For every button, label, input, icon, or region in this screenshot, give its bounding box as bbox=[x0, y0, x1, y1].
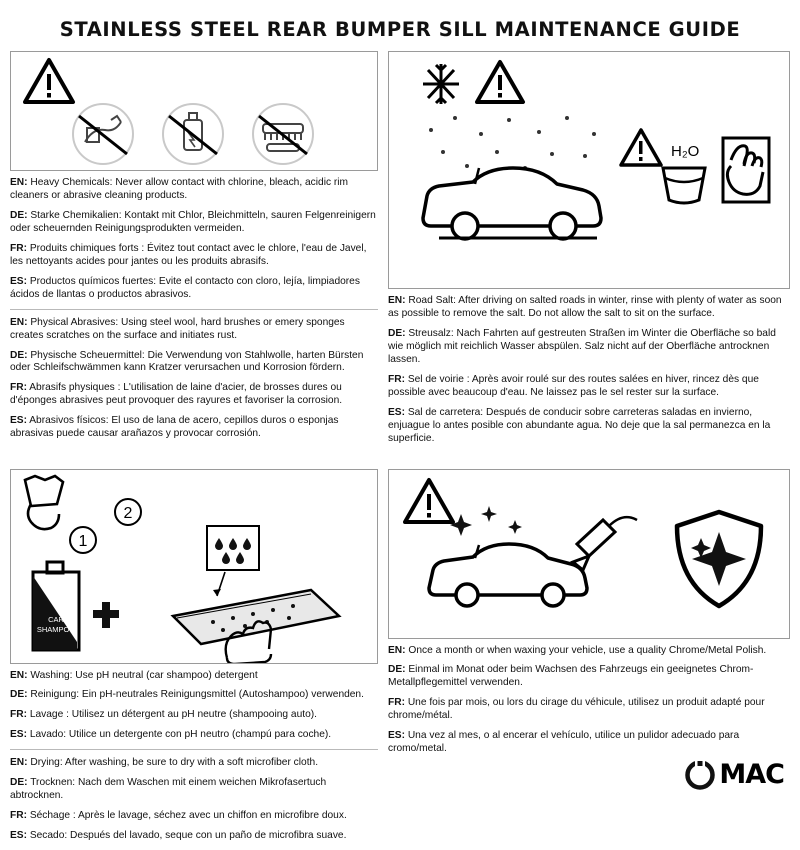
lang-label: DE: bbox=[10, 689, 28, 701]
washing-entry-es bbox=[10, 729, 378, 742]
salt-entry-es bbox=[388, 407, 790, 446]
road-salt-text bbox=[388, 295, 790, 446]
polish-entry-de bbox=[388, 664, 790, 690]
salt-entry-de bbox=[388, 328, 790, 367]
washing-text bbox=[10, 670, 378, 743]
lang-label: DE: bbox=[388, 327, 406, 339]
entry-body: Washing: Use pH neutral (car shampoo) detergent bbox=[30, 669, 258, 681]
lang-label: ES: bbox=[10, 275, 27, 287]
entry-body: Productos químicos fuertes: Evite el contacto con cloro, lejía, limpiadores ácidos de llantas o productos abrasivos. bbox=[10, 275, 360, 300]
lang-label: FR: bbox=[10, 382, 27, 394]
entry-body: Once a month or when waxing your vehicle, use a quality Chrome/Metal Polish. bbox=[408, 644, 767, 656]
abrasives-text bbox=[10, 317, 378, 442]
entry-body: Trocknen: Nach dem Waschen mit einem weichen Mikrofasertuch abtrocknen. bbox=[10, 777, 327, 802]
lang-label: ES: bbox=[10, 729, 27, 741]
lang-label: ES: bbox=[10, 415, 27, 427]
lang-label: FR: bbox=[388, 373, 405, 385]
lang-label: ES: bbox=[10, 830, 27, 842]
road-salt-graphic bbox=[389, 52, 789, 288]
entry-body: Starke Chemikalien: Kontakt mit Chlor, Bleichmitteln, sauren Felgenreinigern oder scheuernden Reinigungsprodukten vermeiden. bbox=[10, 209, 376, 234]
salt-entry-en bbox=[388, 295, 790, 321]
entry-body: Une fois par mois, ou lors du cirage du véhicule, utilisez un produit adapté pour chrome/métal. bbox=[388, 697, 765, 722]
car-polish-icon bbox=[429, 544, 587, 606]
lang-label: DE: bbox=[10, 777, 28, 789]
warning-triangle-icon bbox=[477, 62, 523, 102]
lang-label: DE: bbox=[388, 664, 406, 676]
drying-entry-de bbox=[10, 777, 378, 803]
chemicals-entry-es bbox=[10, 276, 378, 302]
chemicals-entry-fr bbox=[10, 243, 378, 269]
abrasives-entry-es bbox=[10, 415, 378, 441]
omac-logo-text: MAC bbox=[719, 759, 784, 790]
divider bbox=[10, 309, 378, 310]
lang-label: FR: bbox=[388, 697, 405, 709]
washing-entry-en bbox=[10, 670, 378, 683]
washing-entry-de bbox=[10, 689, 378, 702]
drying-entry-es bbox=[10, 830, 378, 843]
lang-label: FR: bbox=[10, 810, 27, 822]
washing-column bbox=[10, 469, 378, 850]
entry-body: Physical Abrasives: Using steel wool, hard brushes or emery sponges creates scratches on the surface and initiates rust. bbox=[10, 316, 345, 341]
entry-body: Einmal im Monat oder beim Wachsen des Fahrzeugs ein geeignetes Chrom-Metallpflegemittel verwenden. bbox=[388, 664, 754, 689]
no-abrasive-brush-icon bbox=[253, 104, 313, 164]
drying-text bbox=[10, 757, 378, 843]
step-2-label: 2 bbox=[123, 504, 133, 522]
entry-body: Una vez al mes, o al encerar el vehículo, utilice un pulidor adecuado para cromo/metal. bbox=[388, 730, 740, 755]
road-salt-illustration bbox=[388, 51, 790, 289]
entry-body: Produits chimiques forts : Évitez tout contact avec le chlore, l'eau de Javel, les nettoyants acides pour jantes ou les produits abrasifs. bbox=[10, 242, 367, 267]
sparkle-icons bbox=[450, 506, 522, 536]
hand-cloth-icon bbox=[25, 476, 63, 529]
shield-shine-icon bbox=[677, 512, 761, 606]
entry-body: Sel de voirie : Après avoir roulé sur des routes salées en hiver, rincez dès que possible avec beaucoup d'eau. Ne laissez pas le sel rester sur la surface. bbox=[388, 373, 759, 398]
bottle-label-line2: SHAMPOO bbox=[36, 624, 76, 634]
entry-body: Streusalz: Nach Fahrten auf gestreuten Straßen im Winter die Oberfläche so bald wie möglich mit reichlich Wasser abspülen. Salz nicht auf der Oberfläche antrocknen lassen. bbox=[388, 327, 776, 365]
polish-column bbox=[388, 469, 790, 850]
lang-label: EN: bbox=[10, 316, 28, 328]
salt-entry-fr bbox=[388, 374, 790, 400]
washing-illustration bbox=[10, 469, 378, 664]
bumper-sill-icon bbox=[173, 590, 339, 644]
chemicals-text bbox=[10, 177, 378, 302]
no-chemical-bottle-icon bbox=[163, 104, 223, 164]
entry-body: Lavado: Utilice un detergente con pH neutro (champú para coche). bbox=[29, 729, 332, 741]
no-spray-bottle-icon bbox=[73, 104, 133, 164]
snow-dots bbox=[429, 116, 596, 170]
abrasives-entry-en bbox=[10, 317, 378, 343]
chemicals-graphic bbox=[11, 52, 377, 170]
right-column bbox=[388, 51, 790, 453]
page-title: STAINLESS STEEL REAR BUMPER SILL MAINTENANCE GUIDE bbox=[59, 18, 741, 41]
entry-body: Abrasifs physiques : L'utilisation de laine d'acier, de brosses dures ou d'éponges abrasives peut provoquer des rayures et favoriser la corrosion. bbox=[10, 382, 343, 407]
lang-label: EN: bbox=[388, 644, 406, 656]
omac-logo-mark bbox=[685, 760, 715, 790]
entry-body: Lavage : Utilisez un détergent au pH neutre (shampooing auto). bbox=[29, 709, 317, 721]
lang-label: EN: bbox=[388, 295, 406, 306]
entry-body: Physische Scheuermittel: Die Verwendung von Stahlwolle, harten Bürsten oder Schleifschwämmen kann Kratzer verursachen und Korrosion fördern. bbox=[10, 349, 364, 374]
entry-body: Heavy Chemicals: Never allow contact with chlorine, bleach, acidic rim cleaners or abrasive cleaning products. bbox=[10, 177, 349, 201]
water-formula-label: H₂O bbox=[671, 143, 700, 160]
warning-triangle-icon bbox=[621, 130, 661, 165]
polish-applicator-icon bbox=[573, 517, 637, 570]
lang-label: FR: bbox=[10, 709, 27, 721]
warning-triangle-icon bbox=[405, 480, 453, 522]
car-snow-icon bbox=[423, 168, 601, 239]
polish-entry-es bbox=[388, 730, 790, 756]
omac-logo bbox=[685, 759, 784, 790]
top-row bbox=[10, 51, 790, 453]
polish-graphic bbox=[389, 470, 789, 638]
lang-label: DE: bbox=[10, 349, 28, 361]
washing-graphic bbox=[11, 470, 377, 663]
plus-icon bbox=[93, 602, 119, 628]
bottle-label-line1: CAR bbox=[48, 614, 64, 624]
lang-label: FR: bbox=[10, 242, 27, 254]
polish-text bbox=[388, 645, 790, 757]
chemicals-illustration bbox=[10, 51, 378, 171]
chemicals-entry-en bbox=[10, 177, 378, 203]
polish-entry-fr bbox=[388, 697, 790, 723]
polish-illustration bbox=[388, 469, 790, 639]
entry-body: Road Salt: After driving on salted roads in winter, rinse with plenty of water as soon as possible to remove the salt. Do not allow the salt to sit on the surface. bbox=[388, 295, 782, 319]
pointer-arrow bbox=[213, 589, 221, 596]
entry-body: Sal de carretera: Después de conducir sobre carreteras saladas en invierno, enjuague lo antes posible con abundante agua. No deje que la sal permanezca en la superficie. bbox=[388, 406, 771, 444]
chemicals-entry-de bbox=[10, 210, 378, 236]
lang-label: ES: bbox=[388, 406, 405, 418]
washing-entry-fr bbox=[10, 709, 378, 722]
lang-label: DE: bbox=[10, 209, 28, 221]
entry-body: Secado: Después del lavado, seque con un paño de microfibra suave. bbox=[29, 830, 347, 842]
drying-entry-en bbox=[10, 757, 378, 770]
lang-label: EN: bbox=[10, 757, 28, 769]
hand-wipe-icon bbox=[723, 138, 769, 202]
bottom-row bbox=[10, 469, 790, 850]
water-bucket-icon bbox=[663, 168, 705, 203]
lang-label: ES: bbox=[388, 730, 405, 742]
abrasives-entry-de bbox=[10, 350, 378, 376]
left-column bbox=[10, 51, 378, 453]
lang-label: EN: bbox=[10, 669, 28, 681]
snowflake-icon bbox=[423, 64, 459, 104]
warning-triangle-icon bbox=[25, 60, 73, 102]
entry-body: Reinigung: Ein pH-neutrales Reinigungsmittel (Autoshampoo) verwenden. bbox=[30, 689, 364, 701]
entry-body: Séchage : Après le lavage, séchez avec un chiffon en microfibre doux. bbox=[29, 810, 347, 822]
divider bbox=[10, 749, 378, 750]
polish-entry-en bbox=[388, 645, 790, 658]
abrasives-entry-fr bbox=[10, 382, 378, 408]
lang-label: EN: bbox=[10, 177, 28, 188]
entry-body: Abrasivos físicos: El uso de lana de acero, cepillos duros o esponjas abrasivas puede causar arañazos y provocar corrosión. bbox=[10, 415, 339, 440]
car-shampoo-bottle-icon bbox=[33, 562, 79, 650]
water-drops-icon bbox=[207, 526, 259, 570]
step-1-label: 1 bbox=[78, 532, 88, 550]
drying-entry-fr bbox=[10, 810, 378, 823]
entry-body: Drying: After washing, be sure to dry with a soft microfiber cloth. bbox=[30, 757, 319, 769]
